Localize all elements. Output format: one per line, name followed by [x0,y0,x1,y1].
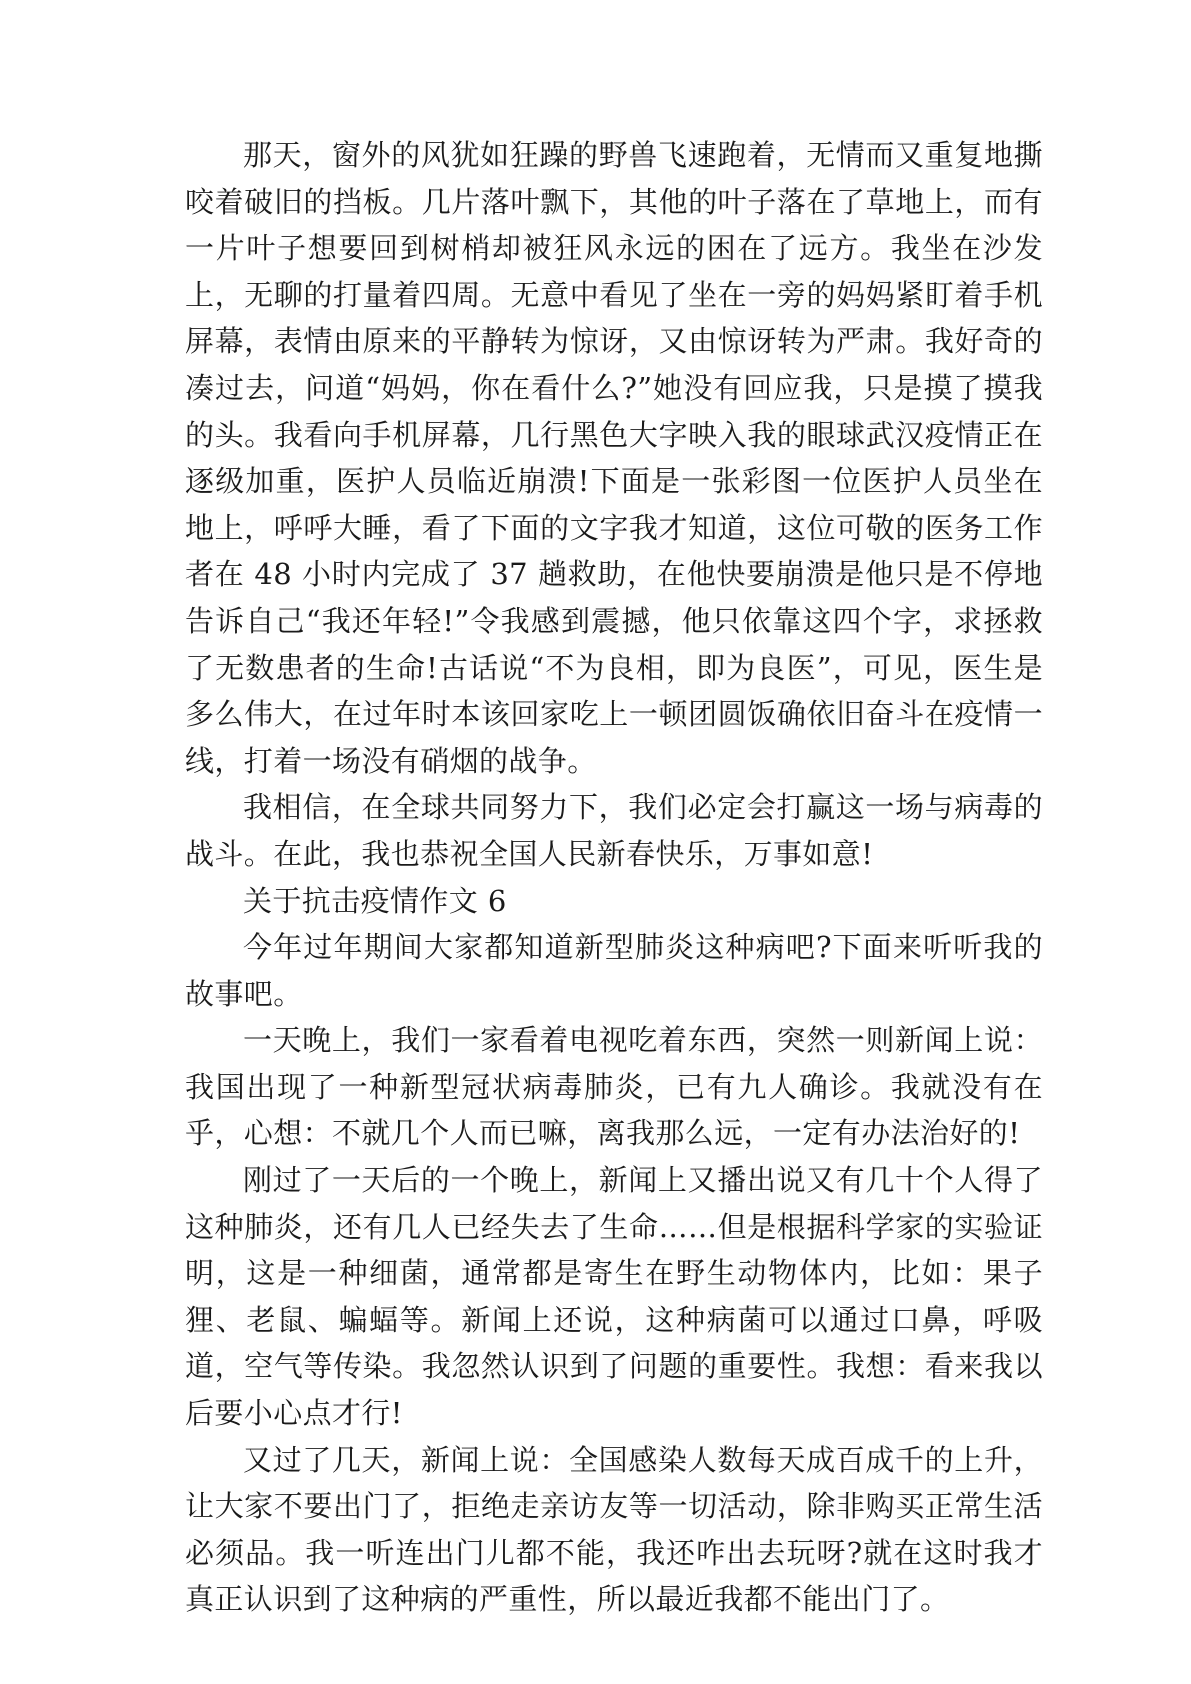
section-heading: 关于抗击疫情作文 6 [243,883,507,918]
document-body [185,132,1043,1623]
paragraph-6: 又过了几天，新闻上说：全国感染人数每天成百成千的上升，让大家不要出门了，拒绝走亲访友等一切活动，除非购买正常生活必须品。我一听连出门儿都不能，我还咋出去玩呀?就在这时我才真正认识到了这种病的严重性，所以最近我都不能出门了。 [185,1442,1043,1617]
paragraph-3: 今年过年期间大家都知道新型肺炎这种病吧?下面来听听我的故事吧。 [185,930,1043,1011]
paragraph-2: 我相信，在全球共同努力下，我们必定会打赢这一场与病毒的战斗。在此，我也恭祝全国人民新春快乐，万事如意! [185,790,1043,871]
paragraph-5: 刚过了一天后的一个晚上，新闻上又播出说又有几十个人得了这种肺炎，还有几人已经失去了生命……但是根据科学家的实验证明，这是一种细菌，通常都是寄生在野生动物体内，比如：果子狸、老鼠、蝙蝠等。新闻上还说，这种病菌可以通过口鼻，呼吸道，空气等传染。我忽然认识到了问题的重要性。我想：看来我以后要小心点才行! [185,1163,1043,1431]
paragraph-4: 一天晚上，我们一家看着电视吃着东西，突然一则新闻上说：我国出现了一种新型冠状病毒肺炎，已有九人确诊。我就没有在乎，心想：不就几个人而已嘛，离我那么远，一定有办法治好的! [185,1023,1043,1151]
paragraph-1: 那天，窗外的风犹如狂躁的野兽飞速跑着，无情而又重复地撕咬着破旧的挡板。几片落叶飘下，其他的叶子落在了草地上，而有一片叶子想要回到树梢却被狂风永远的困在了远方。我坐在沙发上，无聊的打量着四周。无意中看见了坐在一旁的妈妈紧盯着手机屏幕，表情由原来的平静转为惊讶，又由惊讶转为严肃。我好奇的凑过去，问道“妈妈，你在看什么?”她没有回应我，只是摸了摸我的头。我看向手机屏幕，几行黑色大字映入我的眼球武汉疫情正在逐级加重，医护人员临近崩溃!下面是一张彩图一位医护人员坐在地上，呼呼大睡，看了下面的文字我才知道，这位可敬的医务工作者在 48 小时内完成了 37 趟救助，在他快要崩溃是他只是不停地告诉自己“我还年轻!”令我感到震撼，他只依靠这四个字，求拯救了无数患者的生命!古话说“不为良相，即为良医”，可见，医生是多么伟大，在过年时本该回家吃上一顿团圆饭确依旧奋斗在疫情一线，打着一场没有硝烟的战争。 [185,138,1043,778]
